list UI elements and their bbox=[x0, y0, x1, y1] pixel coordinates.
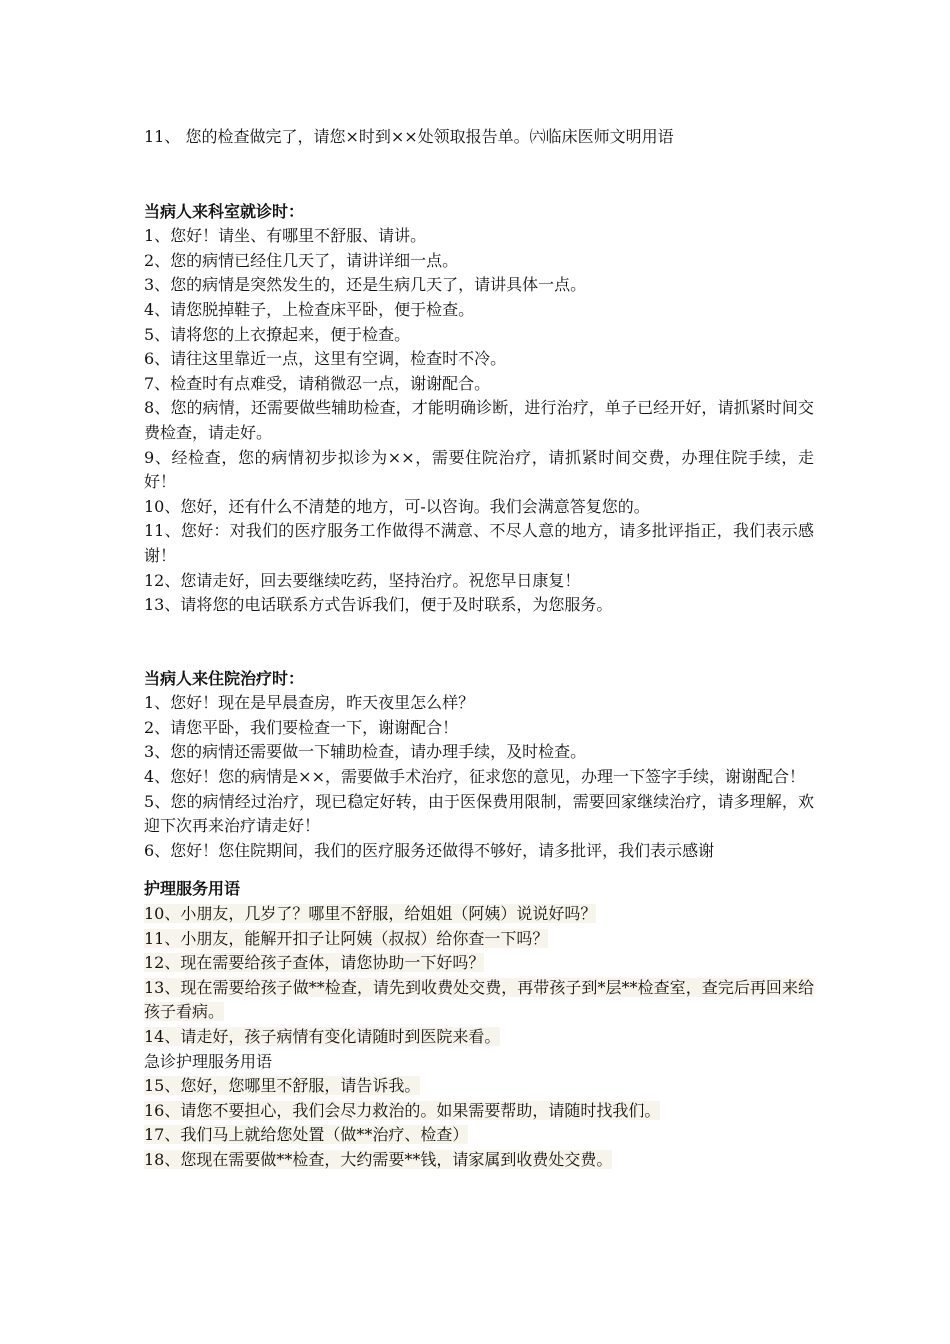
list-item: 1、您好！请坐、有哪里不舒服、请讲。 bbox=[144, 226, 427, 246]
section-subheading-emergency: 急诊护理服务用语 bbox=[144, 1051, 273, 1071]
list-item-text: 14、请走好，孩子病情有变化请随时到医院来看。 bbox=[144, 1027, 501, 1046]
list-item bbox=[144, 1123, 814, 1148]
document-body bbox=[144, 125, 814, 1173]
list-item bbox=[144, 1074, 814, 1099]
list-item: 6、您好！您住院期间，我们的医疗服务还做得不够好，请多批评，我们表示感谢 bbox=[144, 840, 715, 860]
list-item: 9、经检查，您的病情初步拟诊为××，需要住院治疗，请抓紧时间交费，办理住院手续，走好！ bbox=[144, 447, 814, 492]
list-item: 1、您好！现在是早晨查房，昨天夜里怎么样？ bbox=[144, 693, 475, 713]
list-item: 2、您的病情已经住几天了，请讲详细一点。 bbox=[144, 250, 459, 270]
list-item: 4、您好！您的病情是××，需要做手术治疗，征求您的意见，办理一下签字手续，谢谢配合！ bbox=[144, 767, 805, 787]
list-item bbox=[144, 902, 814, 927]
section-heading-clinic: 当病人来科室就诊时： bbox=[144, 201, 305, 221]
section-heading-nursing: 护理服务用语 bbox=[144, 879, 241, 899]
list-item-text: 18、您现在需要做**检查，大约需要**钱，请家属到收费处交费。 bbox=[144, 1149, 613, 1169]
list-item: 13、请将您的电话联系方式告诉我们，便于及时联系，为您服务。 bbox=[144, 595, 613, 615]
list-item-text: 13、现在需要给孩子做**检查，请先到收费处交费，再带孩子到*层**检查室，查完后再回来给孩子看病。 bbox=[144, 977, 814, 1022]
list-item: 11、您好：对我们的医疗服务工作做得不满意、不尽人意的地方，请多批评指正，我们表示感谢！ bbox=[144, 521, 814, 565]
list-item: 4、请您脱掉鞋子，上检查床平卧，便于检查。 bbox=[144, 299, 475, 319]
list-item bbox=[144, 1025, 814, 1050]
list-item: 7、检查时有点难受，请稍微忍一点，谢谢配合。 bbox=[144, 373, 491, 393]
section-heading-ward: 当病人来住院治疗时： bbox=[144, 668, 305, 688]
list-item: 6、请往这里靠近一点，这里有空调，检查时不冷。 bbox=[144, 349, 507, 369]
list-item-text: 11、小朋友，能解开扣子让阿姨（叔叔）给你查一下吗？ bbox=[144, 928, 549, 948]
list-item: 5、您的病情经过治疗，现已稳定好转，由于医保费用限制，需要回家继续治疗，请多理解，欢迎下次再来治疗请走好！ bbox=[144, 791, 814, 836]
list-item bbox=[144, 927, 814, 952]
list-item-text: 10、小朋友，几岁了？哪里不舒服，给姐姐（阿姨）说说好吗？ bbox=[144, 904, 597, 924]
list-item bbox=[144, 1148, 814, 1173]
list-item: 2、请您平卧，我们要检查一下，谢谢配合！ bbox=[144, 717, 459, 737]
list-item: 3、您的病情是突然发生的，还是生病几天了，请讲具体一点。 bbox=[144, 275, 587, 295]
list-item: 8、您的病情，还需要做些辅助检查，才能明确诊断，进行治疗，单子已经开好，请抓紧时间交费检查，请走好。 bbox=[144, 398, 814, 442]
list-item bbox=[144, 976, 814, 1025]
list-item: 10、您好，还有什么不清楚的地方，可-以咨询。我们会满意答复您的。 bbox=[144, 496, 650, 516]
list-item bbox=[144, 951, 814, 976]
intro-line: 11、 您的检查做完了，请您×时到××处领取报告单。㈥临床医师文明用语 bbox=[144, 127, 674, 146]
list-item: 5、请将您的上衣撩起来，便于检查。 bbox=[144, 324, 411, 344]
list-item-text: 17、我们马上就给您处置（做**治疗、检查） bbox=[144, 1125, 469, 1145]
list-item: 3、您的病情还需要做一下辅助检查，请办理手续，及时检查。 bbox=[144, 742, 587, 762]
list-item-text: 12、现在需要给孩子查体，请您协助一下好吗？ bbox=[144, 953, 485, 973]
list-item-text: 15、您好，您哪里不舒服，请告诉我。 bbox=[144, 1076, 421, 1096]
list-item-text: 16、请您不要担心，我们会尽力救治的。如果需要帮助，请随时找我们。 bbox=[144, 1100, 661, 1120]
list-item: 12、您请走好，回去要继续吃药，坚持治疗。祝您早日康复！ bbox=[144, 570, 581, 590]
list-item bbox=[144, 1099, 814, 1124]
